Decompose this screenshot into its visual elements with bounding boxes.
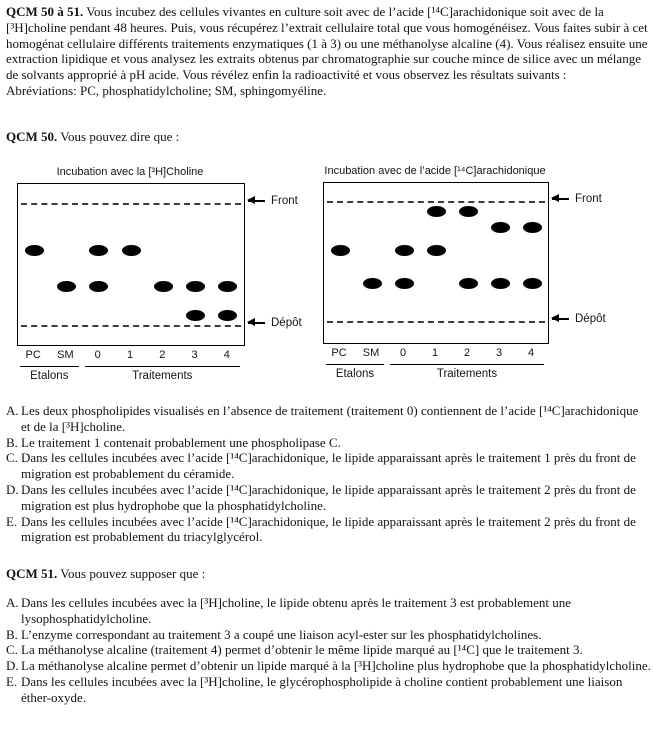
- lane-label-0: 0: [399, 347, 407, 359]
- qcm50-label: QCM 50.: [6, 129, 58, 144]
- group-underline: [326, 364, 384, 365]
- option-letter: D.: [6, 481, 19, 497]
- left-arrow-icon: [248, 200, 265, 202]
- front-label: Front: [575, 193, 602, 206]
- lane-label-3: 3: [495, 347, 503, 359]
- group-label: Traitements: [132, 370, 193, 382]
- lane-label-PC: PC: [331, 347, 347, 359]
- abbreviations-line: Abréviations: PC, phosphatidylcholine; SM, sphingomyéline.: [6, 82, 327, 98]
- lane-label-1: 1: [126, 349, 134, 361]
- spot-lane-0: [395, 245, 414, 256]
- qcm51-label: QCM 51.: [6, 566, 58, 581]
- option-text: Dans les cellules incubées avec la [³H]choline, le glycérophospholipide à choline contient probablement une liaison éther-oxyde.: [21, 673, 623, 705]
- option-letter: B.: [6, 626, 18, 642]
- depot-line: [327, 321, 545, 323]
- diagram-title: Incubation avec la [³H]Choline: [56, 166, 204, 178]
- tlc-plate: [17, 183, 245, 346]
- left-arrow-icon: [552, 198, 569, 200]
- spot-lane-4: [218, 310, 237, 321]
- lane-label-PC: PC: [25, 349, 41, 361]
- front-line: [327, 201, 545, 203]
- intro-block: [6, 4, 651, 99]
- qcm51-option-a: [6, 595, 651, 627]
- lane-label-4: 4: [223, 349, 230, 361]
- option-text: Dans les cellules incubées avec l’acide [¹⁴C]arachidonique, le lipide apparaissant après le traitement 2 près du front de migration est plus hydrophobe que la phosphatidylcholine.: [21, 481, 636, 513]
- option-letter: D.: [6, 658, 19, 674]
- spot-lane-PC: [331, 245, 350, 256]
- qcm51-heading: [6, 566, 651, 582]
- group-underline: [20, 366, 79, 367]
- lane-label-SM: SM: [362, 347, 380, 359]
- intro-qcm-label: QCM 50 à 51.: [6, 4, 84, 19]
- diagram-title: Incubation avec de l’acide [¹⁴C]arachidonique: [324, 165, 546, 177]
- spot-lane-PC: [25, 245, 44, 256]
- group-label: Etalons: [30, 370, 69, 382]
- option-letter: A.: [6, 595, 19, 610]
- qcm50-options: [6, 403, 651, 545]
- front-line: [21, 203, 241, 205]
- spot-lane-0: [395, 278, 414, 289]
- qcm50-prompt: Vous pouvez dire que :: [60, 129, 180, 144]
- option-letter: A.: [6, 403, 19, 418]
- lane-label-0: 0: [94, 349, 101, 361]
- qcm50-option-c: [6, 450, 651, 482]
- option-text: Le traitement 1 contenait probablement une phospholipase C.: [21, 434, 341, 450]
- depot-marker: [552, 313, 606, 325]
- group-label: Traitements: [436, 368, 498, 380]
- option-letter: C.: [6, 642, 18, 658]
- qcm51-option-c: [6, 642, 651, 658]
- spot-lane-4: [523, 222, 542, 233]
- option-text: La méthanolyse alcaline (traitement 4) permet d’obtenir le même lipide marqué au [¹⁴C] que le traitement 3.: [21, 642, 583, 658]
- option-letter: B.: [6, 434, 18, 450]
- spot-lane-3: [491, 222, 510, 233]
- qcm50-option-e: [6, 514, 651, 546]
- qcm51-prompt: Vous pouvez supposer que :: [60, 566, 206, 581]
- spot-lane-3: [186, 281, 205, 292]
- spot-lane-4: [523, 278, 542, 289]
- option-letter: E.: [6, 673, 18, 689]
- spot-lane-4: [218, 281, 237, 292]
- front-marker: [248, 195, 298, 207]
- left-arrow-icon: [248, 322, 265, 324]
- spot-lane-1: [122, 245, 141, 256]
- spot-lane-1: [427, 245, 446, 256]
- spot-lane-0: [89, 281, 108, 292]
- tlc-plate: [323, 182, 549, 344]
- group-underline: [390, 364, 544, 365]
- diagram-choline: [17, 166, 302, 382]
- spot-lane-SM: [363, 278, 382, 289]
- qcm51-option-d: [6, 658, 651, 674]
- option-text: Dans les cellules incubées avec l’acide [¹⁴C]arachidonique, le lipide apparaissant après le traitement 1 près du front de migration est probablement du céramide.: [21, 450, 636, 482]
- option-text: L’enzyme correspondant au traitement 3 a coupé une liaison acyl-ester sur les phosphatidylcholines.: [21, 626, 542, 642]
- spot-lane-2: [459, 206, 478, 217]
- spot-lane-SM: [57, 281, 76, 292]
- lane-label-2: 2: [159, 349, 166, 361]
- intro-text: Vous incubez des cellules vivantes en culture soit avec de l’acide [¹⁴C]arachidonique soit avec de la [³H]choline pendant 48 heures. Puis, vous récupérez l’extrait cellulaire total que vous homogénéisez. Vous faites subir à cet homogénat cellulaire différents traitements enzymatiques (1 à 3) ou une méthanolyse alcaline (4). Vous réalisez ensuite une extraction lipidique et vous analysez les extraits obtenus par chromatographie sur couche mince de silice avec un mélange de solvants approprié à pH acide. Vous révélez enfin la radioactivité et vous observez les résultats suivants :: [6, 4, 648, 83]
- option-letter: C.: [6, 450, 18, 466]
- front-label: Front: [271, 194, 298, 207]
- qcm50-option-b: [6, 435, 651, 451]
- spot-lane-2: [459, 278, 478, 289]
- lane-label-1: 1: [431, 347, 439, 359]
- lane-label-SM: SM: [57, 349, 74, 361]
- option-text: Les deux phospholipides visualisés en l’absence de traitement (traitement 0) contiennent de l’acide [¹⁴C]arachidonique et de la [³H]choline.: [21, 403, 639, 434]
- left-arrow-icon: [552, 318, 569, 320]
- option-text: Dans les cellules incubées avec l’acide [¹⁴C]arachidonique, le lipide apparaissant après le traitement 2 près du front de migration est probablement du triacylglycérol.: [21, 513, 636, 545]
- option-text: Dans les cellules incubées avec la [³H]choline, le lipide obtenu après le traitement 3 est probablement une lysophosphatidylcholine.: [21, 595, 572, 626]
- lane-label-4: 4: [527, 347, 535, 359]
- front-marker: [552, 193, 602, 205]
- option-letter: E.: [6, 513, 18, 529]
- diagram-arachidonique: [323, 165, 606, 381]
- qcm50-heading: [6, 129, 651, 145]
- qcm51-option-b: [6, 627, 651, 643]
- qcm51-option-e: [6, 674, 651, 706]
- spot-lane-3: [186, 310, 205, 321]
- spot-lane-3: [491, 278, 510, 289]
- lane-label-2: 2: [463, 347, 471, 359]
- spot-lane-0: [89, 245, 108, 256]
- qcm50-option-d: [6, 482, 651, 514]
- depot-marker: [248, 317, 302, 329]
- spot-lane-2: [154, 281, 173, 292]
- group-underline: [85, 366, 240, 367]
- qcm50-option-a: [6, 403, 651, 435]
- depot-label: Dépôt: [575, 313, 606, 326]
- option-text: La méthanolyse alcaline permet d’obtenir un lipide marqué à la [³H]choline plus hydrophobe que la phosphatidylcholine.: [21, 658, 651, 674]
- lane-label-3: 3: [191, 349, 198, 361]
- depot-label: Dépôt: [271, 317, 302, 329]
- depot-line: [21, 325, 241, 327]
- qcm51-options: [6, 595, 651, 706]
- spot-lane-1: [427, 206, 446, 217]
- group-label: Etalons: [335, 368, 375, 380]
